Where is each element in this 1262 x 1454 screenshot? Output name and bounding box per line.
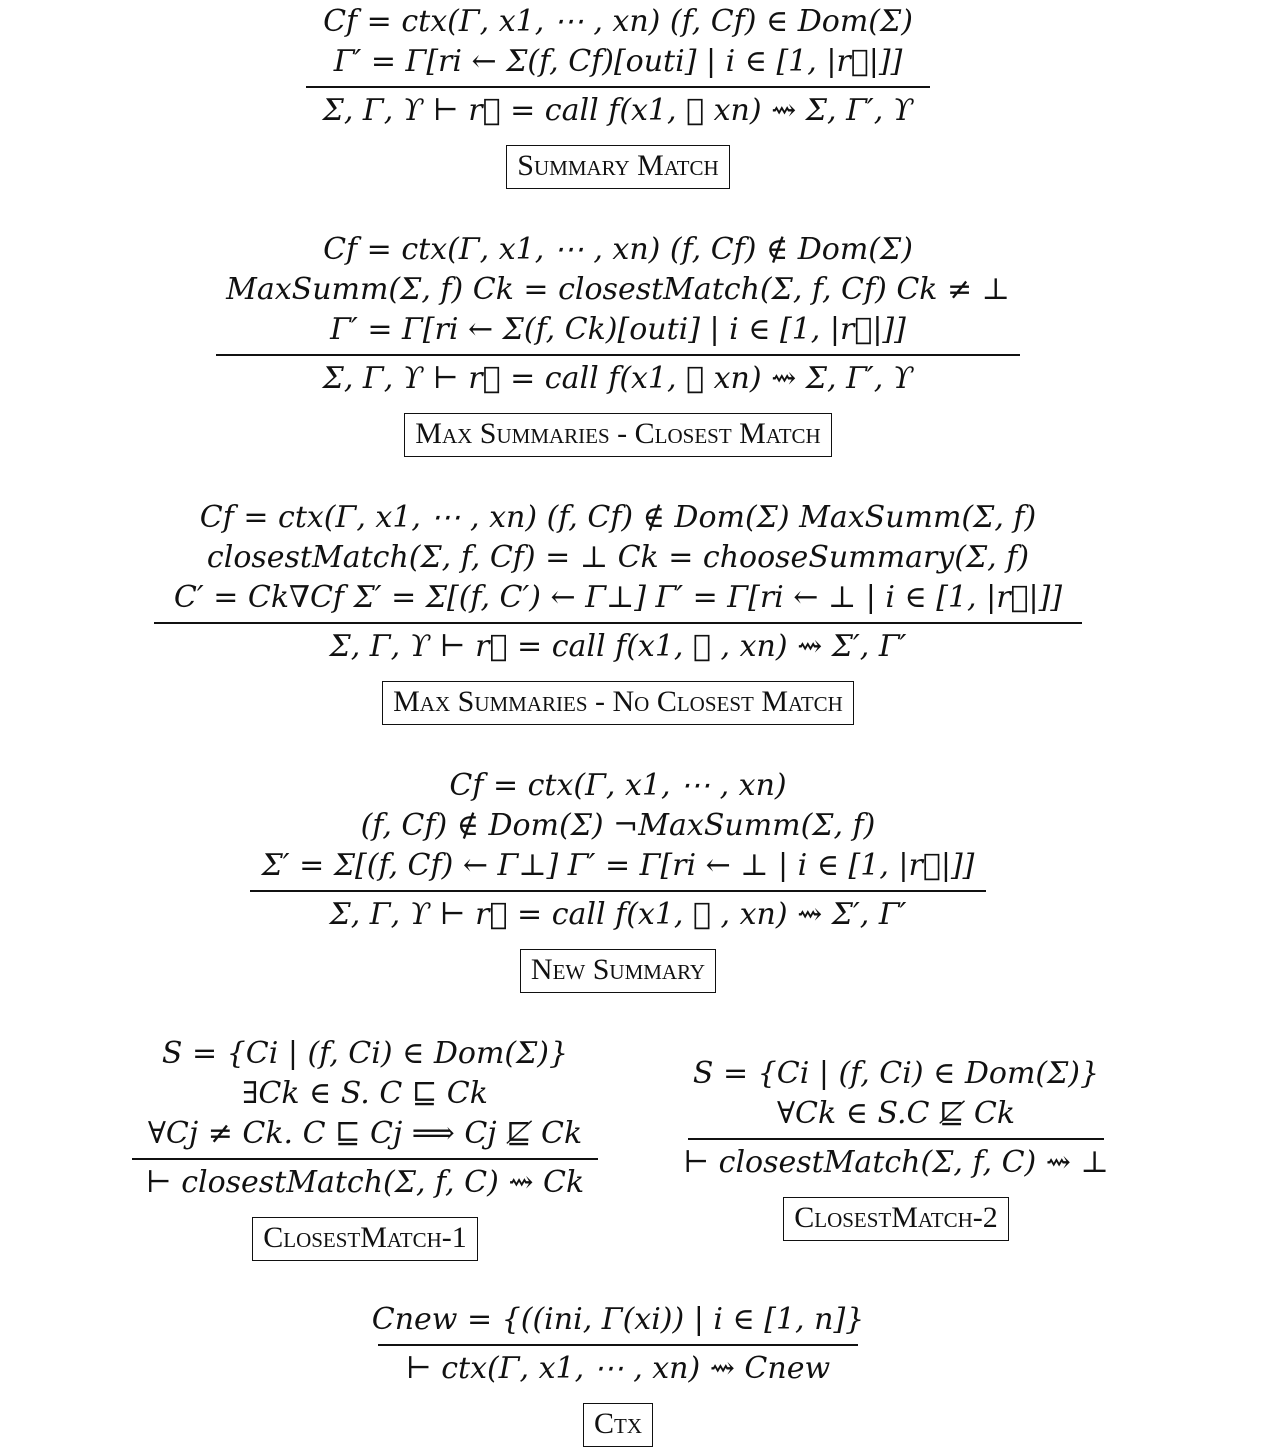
rule-closest-match-2: [683, 1054, 1109, 1241]
conclusion: Σ, Γ, ϒ ⊢ r⃗ = call f(x1, ⋯ , xn) ⇝ Σ′, Γ′: [329, 629, 907, 664]
rule-label: Max Summaries - Closest Match: [404, 413, 831, 457]
rule-ctx: [371, 1300, 865, 1447]
premise: Cf = ctx(Γ, x1, ⋯ , xn) (f, Cf) ∉ Dom(Σ) MaxSumm(Σ, f): [199, 500, 1037, 535]
rule-label: Ctx: [583, 1403, 653, 1447]
rule-new-summary: [250, 766, 986, 993]
premise: closestMatch(Σ, f, Cf) = ⊥ Ck = chooseSummary(Σ, f): [206, 540, 1030, 575]
premise: MaxSumm(Σ, f) Ck = closestMatch(Σ, f, Cf) Ck ≠ ⊥: [226, 272, 1010, 307]
conclusion: ⊢ closestMatch(Σ, f, C) ⇝ Ck: [145, 1165, 585, 1200]
rule-max-summaries-no-closest-match: [154, 498, 1082, 725]
conclusion: Σ, Γ, ϒ ⊢ r⃗ = call f(x1, ⋯ xn) ⇝ Σ, Γ′, ϒ: [322, 361, 914, 396]
premise: (f, Cf) ∉ Dom(Σ) ¬MaxSumm(Σ, f): [360, 808, 876, 843]
inference-bar: [216, 354, 1020, 356]
inference-bar: [306, 86, 930, 88]
inference-bar: [154, 622, 1082, 624]
premise: Cf = ctx(Γ, x1, ⋯ , xn) (f, Cf) ∈ Dom(Σ): [323, 4, 913, 39]
inference-bar: [250, 890, 986, 892]
premise: Γ′ = Γ[ri ← Σ(f, Cf)[outi] | i ∈ [1, |r⃗|]]: [333, 44, 903, 79]
rule-label: ClosestMatch-2: [783, 1197, 1009, 1241]
rule-label: New Summary: [520, 949, 716, 993]
rule-label: Max Summaries - No Closest Match: [382, 681, 854, 725]
premise: ∀Cj ≠ Ck. C ⊑ Cj ⟹ Cj ⋢ Ck: [147, 1116, 583, 1151]
premise: Σ′ = Σ[(f, Cf) ← Γ⊥] Γ′ = Γ[ri ← ⊥ | i ∈ [1, |r⃗|]]: [261, 848, 975, 883]
premise: Cf = ctx(Γ, x1, ⋯ , xn) (f, Cf) ∉ Dom(Σ): [323, 232, 913, 267]
premise: Cnew = {((ini, Γ(xi)) | i ∈ [1, n]}: [371, 1302, 865, 1337]
premise: ∃Ck ∈ S. C ⊑ Ck: [242, 1076, 488, 1111]
rule-summary-match: [306, 2, 930, 189]
conclusion: Σ, Γ, ϒ ⊢ r⃗ = call f(x1, ⋯ xn) ⇝ Σ, Γ′, ϒ: [322, 93, 914, 128]
rule-closest-match-1: [132, 1034, 598, 1261]
premise: S = {Ci | (f, Ci) ∈ Dom(Σ)}: [161, 1036, 569, 1071]
conclusion: ⊢ ctx(Γ, x1, ⋯ , xn) ⇝ Cnew: [405, 1351, 831, 1386]
inference-bar: [378, 1344, 858, 1346]
conclusion: ⊢ closestMatch(Σ, f, C) ⇝ ⊥: [683, 1145, 1109, 1180]
rule-max-summaries-closest-match: [216, 230, 1020, 457]
inference-bar: [132, 1158, 598, 1160]
premise: ∀Ck ∈ S.C ⋢ Ck: [776, 1096, 1016, 1131]
premise: C′ = Ck∇Cf Σ′ = Σ[(f, C′) ← Γ⊥] Γ′ = Γ[ri ← ⊥ | i ∈ [1, |r⃗|]]: [173, 580, 1063, 615]
rule-label: Summary Match: [506, 145, 729, 189]
premise: S = {Ci | (f, Ci) ∈ Dom(Σ)}: [692, 1056, 1100, 1091]
conclusion: Σ, Γ, ϒ ⊢ r⃗ = call f(x1, ⋯ , xn) ⇝ Σ′, Γ′: [329, 897, 907, 932]
rule-label: ClosestMatch-1: [252, 1217, 478, 1261]
premise: Cf = ctx(Γ, x1, ⋯ , xn): [449, 768, 787, 803]
inference-bar: [688, 1138, 1104, 1140]
premise: Γ′ = Γ[ri ← Σ(f, Ck)[outi] | i ∈ [1, |r⃗|]]: [330, 312, 906, 347]
